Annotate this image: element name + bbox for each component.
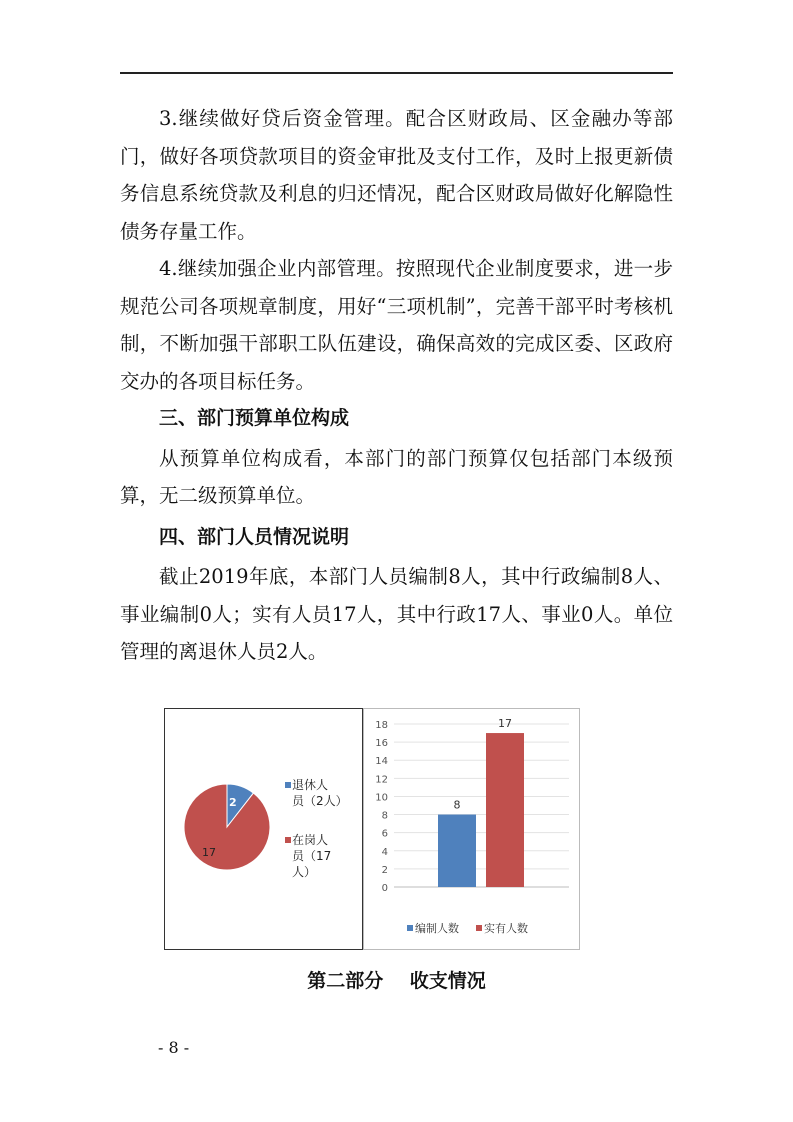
legend-retired-line2: 员（2人） [292,794,348,808]
paragraph-staff: 截止2019年底，本部门人员编制8人，其中行政编制8人、事业编制0人；实有人员17人，其中行政17人、事业0人。单位管理的离退休人员2人。 [120,565,673,663]
y-tick-label: 18 [375,720,388,731]
paragraph-budget-units: 从预算单位构成看，本部门的部门预算仅包括部门本级预算，无二级预算单位。 [120,446,673,507]
body-text [120,100,673,671]
legend-retired-line1: 退休人 [292,778,329,792]
bar-label-bianzhi: 8 [453,798,461,812]
legend-active-line3: 人） [292,865,317,879]
paragraph-loan-management: 3.继续做好贷后资金管理。配合区财政局、区金融办等部门，做好各项贷款项目的资金审批及支付工作，及时上报更新债务信息系统贷款及利息的归还情况，配合区财政局做好化解隐性债务存量工作。 [120,107,673,243]
legend-bianzhi: 编制人数 [415,922,459,935]
paragraph-internal-management: 4.继续加强企业内部管理。按照现代企业制度要求，进一步规范公司各项规章制度，用好“三项机制”，完善干部平时考核机制，不断加强干部职工队伍建设，确保高效的完成区委、区政府交办的各项目标任务。 [120,257,673,393]
bar-shiyou [486,733,524,887]
y-tick-label: 0 [381,883,388,894]
legend-swatch-bianzhi [407,925,413,931]
y-tick-label: 14 [375,756,388,768]
legend-swatch-active [285,837,291,843]
pie-chart-svg [165,709,362,949]
legend-active-line2: 员（17 [292,849,332,863]
page-number: - 8 - [158,1038,190,1057]
bar-chart [363,708,580,950]
y-tick-label: 10 [375,792,388,804]
y-tick-label: 12 [375,774,388,786]
y-tick-label: 2 [381,864,388,876]
pie-slice-active [184,784,270,870]
y-tick-label: 8 [381,810,388,822]
bar-y-axis [375,720,388,894]
legend-swatch-shiyou [476,925,482,931]
legend-shiyou: 实有人数 [484,922,528,935]
part-title: 第二部分 收支情况 [307,970,486,992]
pie-chart [164,708,363,950]
heading-budget-units: 三、部门预算单位构成 [159,407,350,429]
y-tick-label: 6 [381,828,388,840]
pie-label-active: 17 [202,846,216,859]
bar-chart-svg [364,709,579,949]
legend-active-line1: 在岗人 [292,833,329,847]
pie-label-retired: 2 [229,796,237,809]
y-tick-label: 16 [375,738,388,750]
heading-staff: 四、部门人员情况说明 [159,525,350,548]
header-rule [120,72,673,74]
legend-swatch-retired [285,782,291,788]
bar-gridlines [394,724,569,887]
bar-label-shiyou: 17 [498,717,512,731]
bar-bianzhi [438,815,476,887]
y-tick-label: 4 [381,846,388,858]
